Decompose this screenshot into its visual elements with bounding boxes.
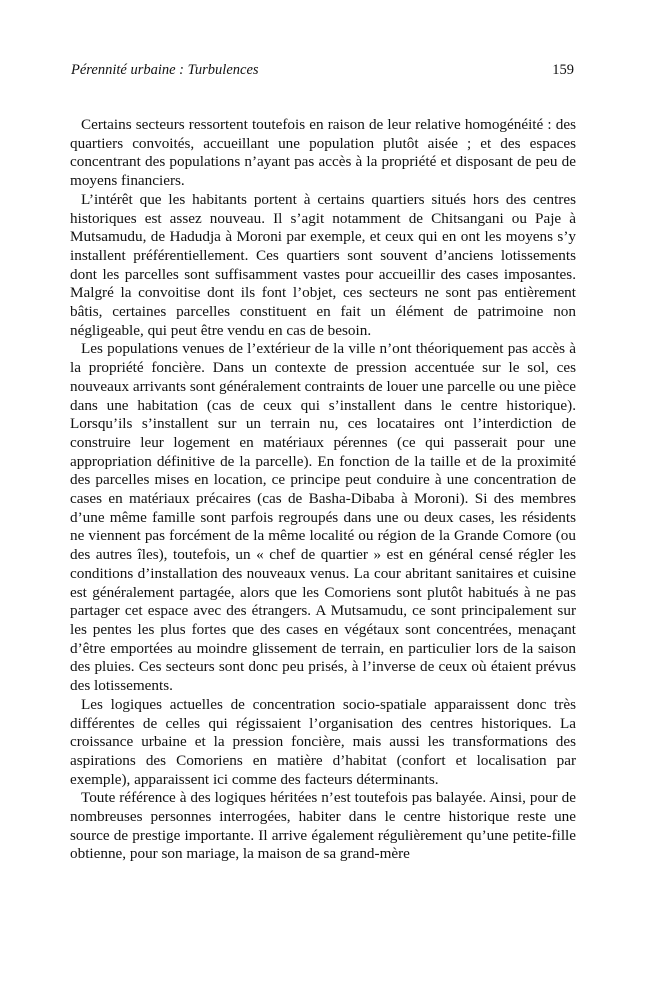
body-text <box>70 116 576 864</box>
paragraph: Toute référence à des logiques héritées n’est toutefois pas balayée. Ainsi, pour de nombreuses personnes interrogées, habiter dans le centre historique reste une source de prestige importante. Il arrive également régulièrement qu’une petite-fille obtienne, pour son mariage, la maison de sa grand-mère <box>70 789 576 863</box>
paragraph: Les logiques actuelles de concentration socio-spatiale apparaissent donc très différentes de celles qui régissaient l’organisation des centres historiques. La croissance urbaine et la pression foncière, mais aussi les transformations des aspirations des Comoriens en matière d’habitat (confort et localisation par exemple), apparaissent ici comme des facteurs déterminants. <box>70 695 576 788</box>
paragraph: Certains secteurs ressortent toutefois en raison de leur relative homogénéité : des quartiers convoités, accueillant une population plutôt aisée ; et des espaces concentrant des populations n’ayant pas accès à la propriété et disposant de peu de moyens financiers. <box>70 116 576 190</box>
running-header <box>71 62 576 82</box>
running-title: Pérennité urbaine : Turbulences <box>71 62 259 78</box>
page-number: 159 <box>552 62 574 78</box>
paragraph: Les populations venues de l’extérieur de la ville n’ont théoriquement pas accès à la propriété foncière. Dans un contexte de pression accentuée sur le sol, ces nouveaux arrivants sont généralement contraints de louer une parcelle ou une pièce dans une habitation (cas de ceux qui s’installent dans le centre historique). Lorsqu’ils s’installent sur un terrain nu, ces locataires ont l’interdiction de construire leur logement en matériaux pérennes (ce qui passerait pour une appropriation définitive de la parcelle). En fonction de la taille et de la proximité des parcelles mises en location, ce principe peut conduire à une concentration de cases en matériaux précaires (cas de Basha-Dibaba à Moroni). Si des membres d’une même famille sont parfois regroupés dans une ou deux cases, les résidents ne viennent pas forcément de la même localité ou région de la Grande Comore (ou des autres îles), toutefois, un « chef de quartier » est en général censé régler les conditions d’installation des nouveaux venus. La cour abritant sanitaires et cuisine est généralement partagée, alors que les Comoriens sont plutôt habitués à ne pas partager cet espace avec des étrangers. A Mutsamudu, ce sont principalement sur les pentes les plus fortes que des cases en végétaux sont concentrées, menaçant d’être emportées au moindre glissement de terrain, en particulier lors de la saison des pluies. Ces secteurs sont donc peu prisés, à l’inverse de ceux où étaient prévus des lotissements. <box>70 340 576 695</box>
paragraph: L’intérêt que les habitants portent à certains quartiers situés hors des centres historiques est assez nouveau. Il s’agit notamment de Chitsangani ou Paje à Mutsamudu, de Hadudja à Moroni par exemple, et ceux qui en ont les moyens s’y installent préférentiellement. Ces quartiers sont souvent d’anciens lotissements dont les parcelles sont suffisamment vastes pour accueillir des cases imposantes. Malgré la convoitise dont ils font l’objet, ces secteurs ne sont pas entièrement bâtis, certaines parcelles constituent en fait un élément de patrimoine non négligeable, qui peut être vendu en cas de besoin. <box>70 190 576 339</box>
